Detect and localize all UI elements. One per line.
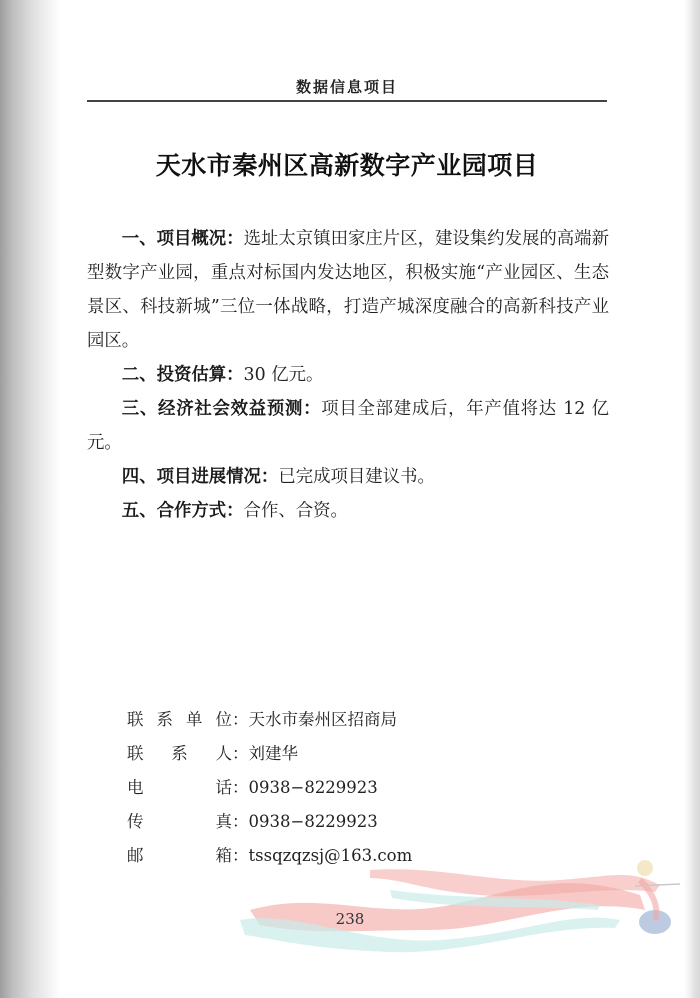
contact-value: 0938−8229923 [248,812,378,831]
contact-label: 联 系 单 位 [127,710,232,729]
apsaras-ribbon-icon [240,850,690,970]
running-head: 数据信息项目 [295,78,398,96]
section-overview [87,222,609,358]
section-cooperation [87,494,609,528]
section-progress [87,460,609,494]
section-lead: 二、投资估算： [121,365,244,385]
contact-value: tssqzqzsj@163.com [248,846,413,865]
header-rule [87,100,607,102]
contact-block [127,703,487,873]
contact-label: 邮 箱 [127,846,232,865]
section-text: 项目全部建成后，年产值将达 12 亿元。 [87,399,609,453]
contact-label: 传 真 [127,812,232,831]
section-lead: 三、经济社会效益预测： [121,399,322,419]
project-body [87,222,609,528]
contact-value: 刘建华 [248,744,298,763]
contact-email: 邮 箱 ： tssqzqzsj@163.com [127,839,487,873]
contact-person: 联 系 人 ： 刘建华 [127,737,487,771]
contact-fax: 传 真 ： 0938−8229923 [127,805,487,839]
section-benefit [87,392,609,460]
contact-phone: 电 话 ： 0938−8229923 [127,771,487,805]
contact-label: 电 话 [127,778,232,797]
section-text: 合作、合资。 [243,501,348,521]
page-number: 238 [335,910,365,928]
section-text: 选址太京镇田家庄片区，建设集约发展的高端新型数字产业园，重点对标国内发达地区，积极实施“产业园区、生态景区、科技新城”三位一体战略，打造产城深度融合的高新科技产业园区。 [87,229,609,351]
section-lead: 五、合作方式： [121,501,244,521]
contact-value: 天水市秦州区招商局 [248,710,397,729]
section-lead: 一、项目概况： [121,229,244,249]
section-text: 30 亿元。 [243,365,324,385]
section-lead: 四、项目进展情况： [121,467,279,487]
contact-unit: 联 系 单 位 ： 天水市秦州区招商局 [127,703,487,737]
page-title: 天水市秦州区高新数字产业园项目 [155,151,539,180]
section-investment [87,358,609,392]
contact-value: 0938−8229923 [248,778,378,797]
section-text: 已完成项目建议书。 [278,467,435,487]
contact-label: 联 系 人 [127,744,232,763]
